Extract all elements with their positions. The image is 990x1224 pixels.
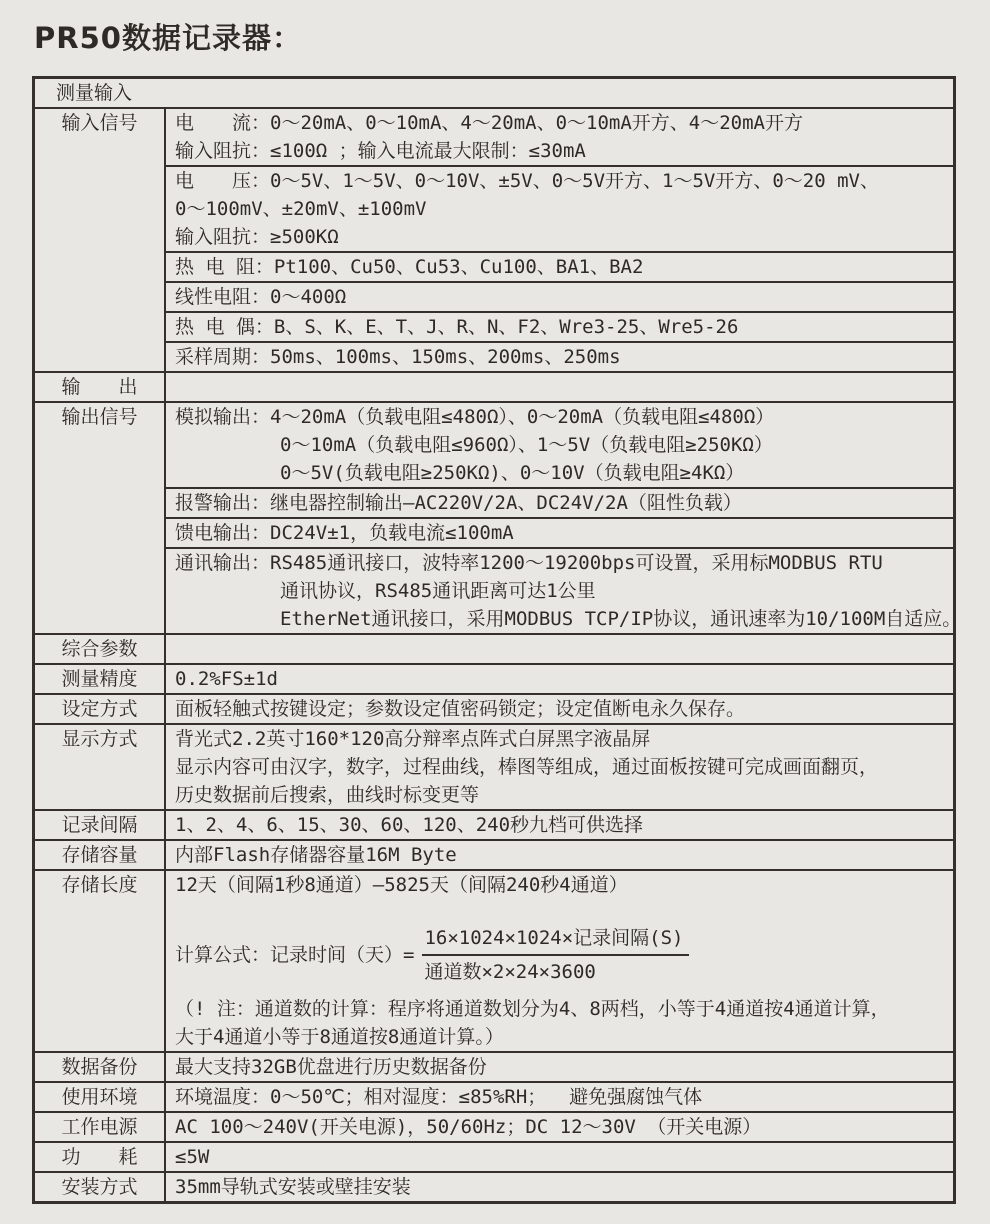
- spec-text-line: 热 电 阻：Pt100、Cu50、Cu53、Cu100、BA1、BA2: [175, 256, 644, 278]
- spec-cell: [166, 841, 953, 869]
- spec-text-line: 报警输出：继电器控制输出—AC220V/2A、DC24V/2A（阻性负载）: [175, 492, 742, 514]
- storage-length-cell: [166, 871, 953, 1051]
- table-row: [35, 1171, 953, 1201]
- spec-text-line: 采样周期：50ms、100ms、150ms、200ms、250ms: [175, 346, 621, 368]
- spec-subrow: [166, 251, 953, 281]
- spec-text-line: 1、2、4、6、15、30、60、120、240秒九档可供选择: [175, 814, 644, 836]
- table-formula-row: [35, 869, 953, 1051]
- spec-text-line: EtherNet通讯接口，采用MODBUS TCP/IP协议，通讯速率为10/100M自适应。: [280, 608, 962, 630]
- table-row: [35, 723, 953, 809]
- spec-text-line: 模拟输出：4～20mA（负载电阻≤480Ω）、0～20mA（负载电阻≤480Ω）: [175, 406, 775, 428]
- table-row: [35, 1111, 953, 1141]
- spacer: [175, 899, 953, 925]
- spec-cell: [166, 1173, 953, 1201]
- spec-cell-group: [166, 109, 953, 371]
- page-title: PR50数据记录器：: [34, 21, 302, 55]
- row-label: 存储长度: [35, 871, 166, 1051]
- row-label: 使用环境: [35, 1083, 166, 1111]
- table-group-row: [35, 107, 953, 371]
- section-label: 测量输入: [56, 82, 133, 104]
- spec-text-line: 内部Flash存储器容量16M Byte: [175, 844, 457, 866]
- spec-text-line: 0～100mV、±20mV、±100mV: [175, 198, 427, 220]
- spec-text-line: AC 100～240V(开关电源)，50/60Hz；DC 12～30V （开关电源）: [175, 1116, 762, 1138]
- table-row: [35, 663, 953, 693]
- row-label: 测量精度: [35, 665, 166, 693]
- spec-text-line: 0～10mA（负载电阻≤960Ω）、1～5V（负载电阻≥250KΩ）: [280, 434, 773, 456]
- row-label: 输出信号: [35, 403, 166, 633]
- table-section-row: [35, 371, 953, 401]
- empty-cell: [166, 373, 953, 401]
- spec-subrow: [166, 281, 953, 311]
- table-row: [35, 809, 953, 839]
- spec-text-line: 显示内容可由汉字，数字，过程曲线，棒图等组成，通过面板按键可完成画面翻页，: [175, 756, 879, 778]
- spacer: [175, 985, 953, 995]
- table-row: [35, 839, 953, 869]
- fraction-numerator: 16×1024×1024×记录间隔(S): [422, 925, 689, 956]
- table-row: [35, 1081, 953, 1111]
- spec-subrow: [166, 403, 953, 487]
- spec-cell: [166, 725, 953, 809]
- spec-subrow: [166, 517, 953, 547]
- spec-text-line: 背光式2.2英寸160*120高分辩率点阵式白屏黑字液晶屏: [175, 728, 651, 750]
- table-row: [35, 1141, 953, 1171]
- table-row: [35, 1051, 953, 1081]
- row-label: 存储容量: [35, 841, 166, 869]
- table-section-row: [35, 633, 953, 663]
- spec-subrow: [166, 341, 953, 371]
- row-label: 综合参数: [35, 635, 166, 663]
- spec-subrow: [166, 165, 953, 251]
- spec-text-line: 通讯协议，RS485通讯距离可达1公里: [280, 580, 596, 602]
- row-label: 设定方式: [35, 695, 166, 723]
- formula-prefix: 计算公式：记录时间（天）=: [175, 944, 415, 966]
- row-label: 工作电源: [35, 1113, 166, 1141]
- spec-text-line: 0.2%FS±1d: [175, 668, 278, 690]
- spec-text-line: 输入阻抗：≤100Ω ；输入电流最大限制：≤30mA: [175, 140, 586, 162]
- spec-text-line: 输入阻抗：≥500KΩ: [175, 226, 339, 248]
- row-label: 数据备份: [35, 1053, 166, 1081]
- spec-text-line: 热 电 偶：B、S、K、E、T、J、R、N、F2、Wre3-25、Wre5-26: [175, 316, 739, 338]
- spec-text-line: 电 压：0～5V、1～5V、0～10V、±5V、0～5V开方、1～5V开方、0～20 mV、: [175, 170, 879, 192]
- spec-cell: [166, 695, 953, 723]
- table-section-header-row: [35, 79, 953, 107]
- spec-cell: [166, 1143, 953, 1171]
- spec-text-line: ≤5W: [175, 1146, 210, 1168]
- row-label: 输入信号: [35, 109, 166, 371]
- spec-text-line: 12天（间隔1秒8通道）—5825天（间隔240秒4通道）: [175, 874, 628, 896]
- spec-cell: [166, 1083, 953, 1111]
- spec-table: [32, 76, 962, 1204]
- spec-subrow: [166, 547, 962, 633]
- spec-text-line: 馈电输出：DC24V±1，负载电流≤100mA: [175, 522, 514, 544]
- record-time-formula: [175, 925, 953, 985]
- spec-text-line: 历史数据前后搜索，曲线时标变更等: [175, 784, 480, 806]
- spec-text-line: 最大支持32GB优盘进行历史数据备份: [175, 1056, 487, 1078]
- empty-cell: [166, 635, 953, 663]
- spec-cell: [166, 1053, 953, 1081]
- spec-text-line: 35mm导轨式安装或壁挂安装: [175, 1176, 411, 1198]
- row-label: 输 出: [35, 373, 166, 401]
- row-label: 显示方式: [35, 725, 166, 809]
- spec-cell: [166, 811, 953, 839]
- table-group-row: [35, 401, 962, 633]
- row-label: 功 耗: [35, 1143, 166, 1171]
- formula-note-line: 大于4通道小等于8通道按8通道计算。）: [175, 1026, 504, 1048]
- table-row: [35, 693, 953, 723]
- formula-note-line: （! 注：通道数的计算：程序将通道数划分为4、8两档，小等于4通道按4通道计算，: [175, 998, 890, 1020]
- spec-text-line: 面板轻触式按键设定；参数设定值密码锁定；设定值断电永久保存。: [175, 698, 746, 720]
- spec-subrow: [166, 311, 953, 341]
- spec-text-line: 线性电阻：0～400Ω: [175, 286, 347, 308]
- fraction-denominator: 通道数×2×24×3600: [424, 961, 596, 983]
- spec-text-line: 环境温度：0～50℃；相对湿度：≤85%RH； 避免强腐蚀气体: [175, 1086, 703, 1108]
- spec-cell-group: [166, 403, 962, 633]
- spec-text-line: 通讯输出：RS485通讯接口，波特率1200～19200bps可设置，采用标MODBUS RTU: [175, 552, 883, 574]
- spec-subrow: [166, 109, 953, 165]
- row-label: 安装方式: [35, 1173, 166, 1201]
- spec-text-line: 电 流：0～20mA、0～10mA、4～20mA、0～10mA开方、4～20mA开方: [175, 112, 803, 134]
- spec-subrow: [166, 487, 953, 517]
- spec-cell: [166, 1113, 953, 1141]
- spec-text-line: 0～5V(负载电阻≥250KΩ)、0～10V（负载电阻≥4KΩ）: [280, 462, 745, 484]
- spec-cell: [166, 665, 953, 693]
- row-label: 记录间隔: [35, 811, 166, 839]
- formula-fraction: [422, 925, 689, 985]
